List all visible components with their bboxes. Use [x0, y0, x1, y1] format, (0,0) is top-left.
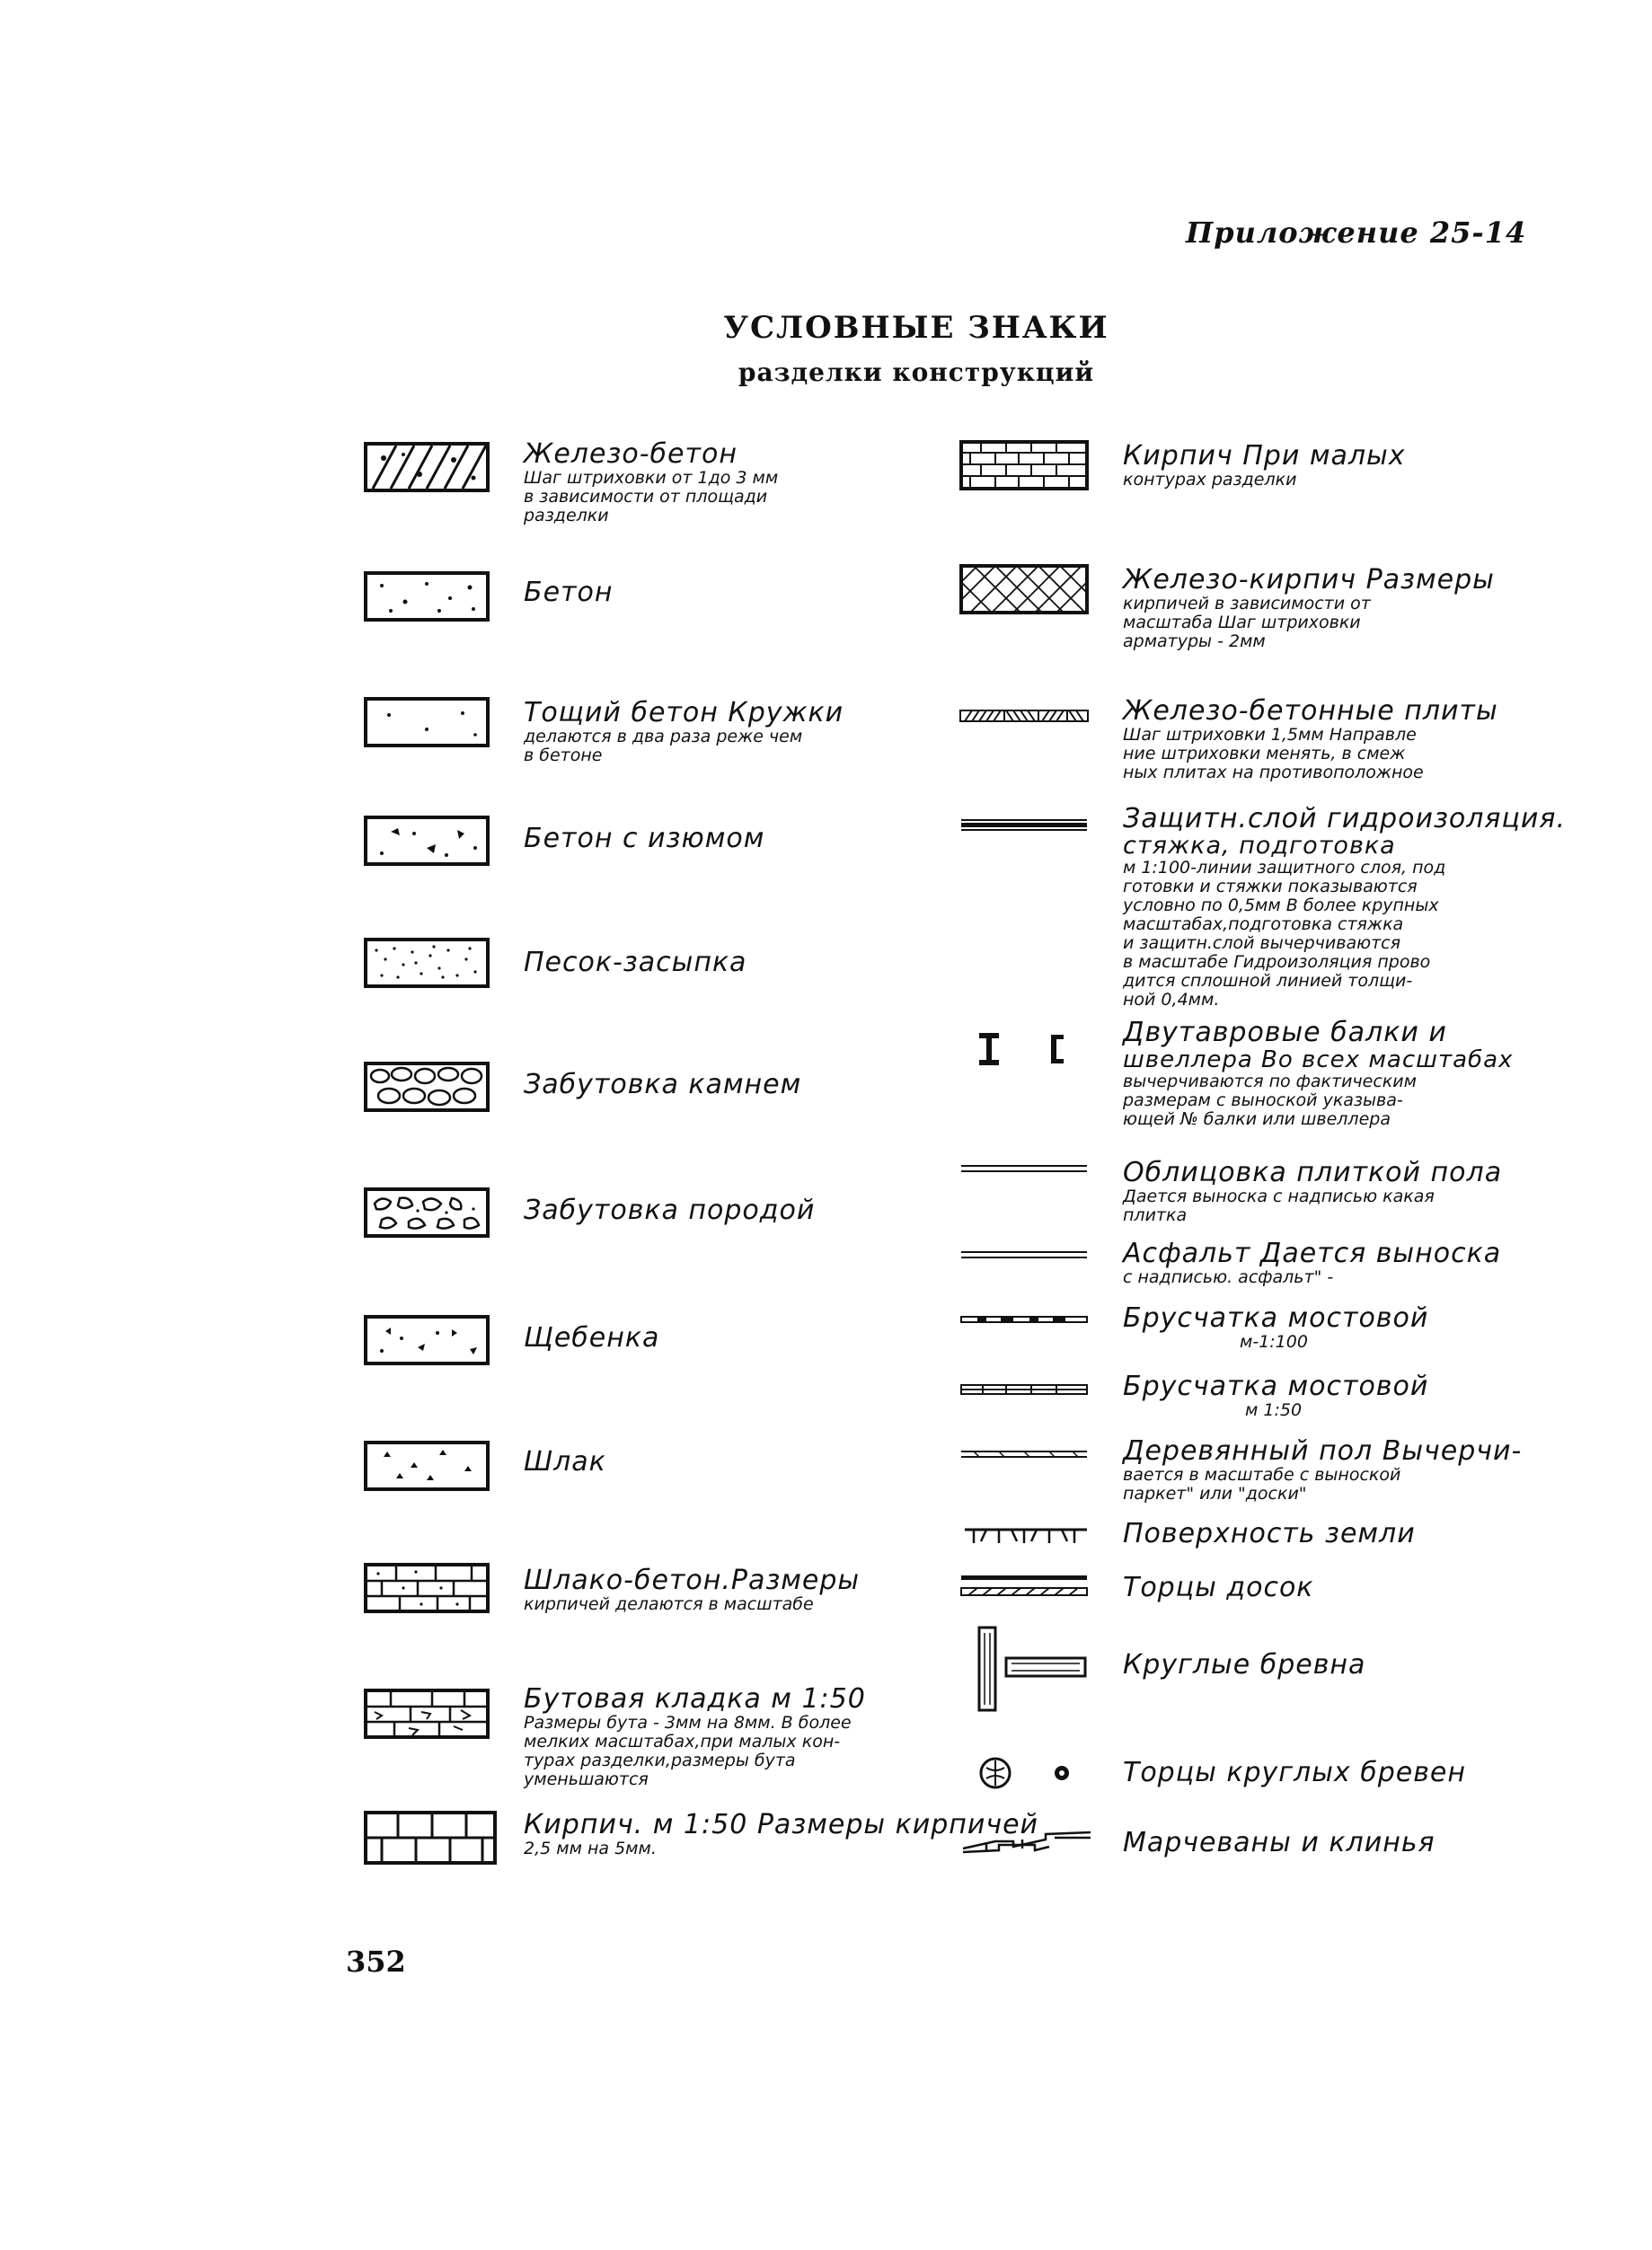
legend-note: Шаг штриховки от 1до 3 мм [524, 468, 779, 488]
slag-concrete-icon [364, 1563, 490, 1613]
legend-name: Поверхность земли [1123, 1518, 1416, 1549]
legend-note: Шаг штриховки 1,5мм Направле [1123, 725, 1417, 745]
legend-note: м 1:100-линии защитного слоя, под [1123, 858, 1446, 878]
legend-note: м 1:50 [1245, 1400, 1303, 1420]
legend-name: Железо-бетон [524, 438, 738, 470]
legend-name: Железо-бетонные плиты [1123, 695, 1498, 727]
legend-note: и защитн.слой вычерчиваются [1123, 933, 1401, 953]
page-number: 352 [346, 1945, 406, 1979]
legend-name: Бетон с изюмом [524, 823, 765, 854]
tile-floor-icon [959, 1164, 1089, 1173]
legend-note: турах разделки,размеры бута [524, 1751, 796, 1770]
legend-name: Двутавровые балки и [1123, 1017, 1447, 1048]
legend-name: Забутовка камнем [524, 1069, 802, 1100]
legend-note: в бетоне [524, 746, 603, 765]
concrete-icon [364, 571, 490, 622]
legend-note: готовки и стяжки показываются [1123, 877, 1418, 896]
brick-large-icon [364, 1811, 497, 1865]
asphalt-icon [959, 1250, 1089, 1259]
legend-note: мелких масштабах,при малых кон- [524, 1732, 841, 1751]
legend-name: Брусчатка мостовой [1123, 1302, 1429, 1334]
stone-fill-icon [364, 1062, 490, 1112]
legend-name: Кирпич При малых [1123, 440, 1406, 472]
legend-note: швеллера Во всех масштабах [1123, 1046, 1514, 1073]
rc-slab-icon [959, 710, 1089, 722]
legend-note: масштаба Шаг штриховки [1123, 613, 1361, 632]
paving-50-icon [959, 1383, 1089, 1396]
legend-note: вается в масштабе с выноской [1123, 1465, 1401, 1485]
legend-name: Тощий бетон Кружки [524, 697, 844, 728]
legend-name: Марчеваны и клинья [1123, 1827, 1436, 1858]
page-title: УСЛОВНЫЕ ЗНАКИ [723, 310, 1109, 346]
protective-layer-icon [959, 817, 1089, 832]
legend-note: арматуры - 2мм [1123, 631, 1266, 651]
ground-surface-icon [963, 1527, 1089, 1547]
legend-note: делаются в два раза реже чем [524, 727, 803, 746]
legend-note: ной 0,4мм. [1123, 990, 1220, 1010]
legend-note: масштабах,подготовка стяжка [1123, 914, 1404, 934]
legend-note: в зависимости от площади [524, 487, 768, 507]
i-beam-icon [976, 1031, 1074, 1067]
legend-note: 2,5 мм на 5мм. [524, 1839, 657, 1858]
page-subtitle: разделки конструкций [738, 357, 1095, 387]
legend-name: Брусчатка мостовой [1123, 1371, 1429, 1402]
legend-name: Торцы досок [1123, 1572, 1314, 1603]
appendix-label: Приложение 25-14 [1186, 216, 1527, 250]
concrete-rubble-icon [364, 816, 490, 866]
legend-note: стяжка, подготовка [1123, 832, 1396, 860]
legend-note: кирпичей в зависимости от [1123, 594, 1371, 613]
legend-name: Шлако-бетон.Размеры [524, 1565, 861, 1596]
legend-name: Бутовая кладка м 1:50 [524, 1683, 866, 1715]
legend-name: Забутовка породой [524, 1195, 816, 1226]
legend-note: м-1:100 [1240, 1332, 1308, 1352]
legend-note: размерам с выноской указыва- [1123, 1090, 1403, 1110]
legend-note: условно по 0,5мм В более крупных [1123, 896, 1439, 915]
rc-hatch-icon [364, 442, 490, 492]
legend-name: Бетон [524, 577, 614, 608]
legend-note: плитка [1123, 1205, 1188, 1225]
lean-concrete-icon [364, 697, 490, 747]
legend-name: Облицовка плиткой пола [1123, 1157, 1503, 1188]
legend-name: Асфальт Дается выноска [1123, 1238, 1502, 1269]
legend-note: ющей № балки или швеллера [1123, 1109, 1391, 1129]
legend-name: Кирпич. м 1:50 Размеры кирпичей [524, 1809, 1039, 1840]
legend-note: в масштабе Гидроизоляция прово [1123, 952, 1431, 972]
legend-note: разделки [524, 506, 609, 525]
slag-icon [364, 1441, 490, 1491]
legend-note: ных плитах на противоположное [1123, 763, 1424, 782]
round-logs-icon [976, 1626, 1089, 1712]
legend-note: кирпичей делаются в масштабе [524, 1594, 814, 1614]
paving-100-icon [959, 1315, 1089, 1324]
legend-note: вычерчиваются по фактическим [1123, 1072, 1417, 1091]
legend-note: паркет" или "доски" [1123, 1484, 1307, 1504]
legend-note: контурах разделки [1123, 470, 1297, 490]
legend-note: Размеры бута - 3мм на 8мм. В более [524, 1713, 852, 1733]
legend-note: ние штриховки менять, в смеж [1123, 744, 1406, 763]
brick-icon [959, 440, 1089, 490]
reinforced-brick-icon [959, 564, 1089, 614]
legend-note: с надписью. асфальт" - [1123, 1267, 1334, 1287]
wedges-icon [959, 1829, 1094, 1856]
sand-icon [364, 938, 490, 988]
wood-floor-icon [959, 1450, 1089, 1459]
legend-name: Щебенка [524, 1322, 660, 1354]
legend-name: Деревянный пол Вычерчи- [1123, 1435, 1523, 1467]
legend-name: Песок-засыпка [524, 947, 747, 978]
legend-note: уменьшаются [524, 1769, 649, 1789]
legend-name: Шлак [524, 1446, 606, 1478]
rubble-masonry-icon [364, 1689, 490, 1739]
legend-name: Торцы круглых бревен [1123, 1757, 1466, 1788]
log-ends-icon [977, 1755, 1078, 1791]
legend-name: Круглые бревна [1123, 1649, 1366, 1681]
legend-name: Железо-кирпич Размеры [1123, 564, 1495, 596]
legend-name: Защитн.слой гидроизоляция. [1123, 803, 1566, 834]
legend-note: Дается выноска с надписью какая [1123, 1187, 1435, 1206]
rock-fill-icon [364, 1187, 490, 1238]
legend-note: дится сплошной линией толщи- [1123, 971, 1413, 991]
board-ends-icon [959, 1574, 1089, 1597]
crushed-stone-icon [364, 1315, 490, 1365]
